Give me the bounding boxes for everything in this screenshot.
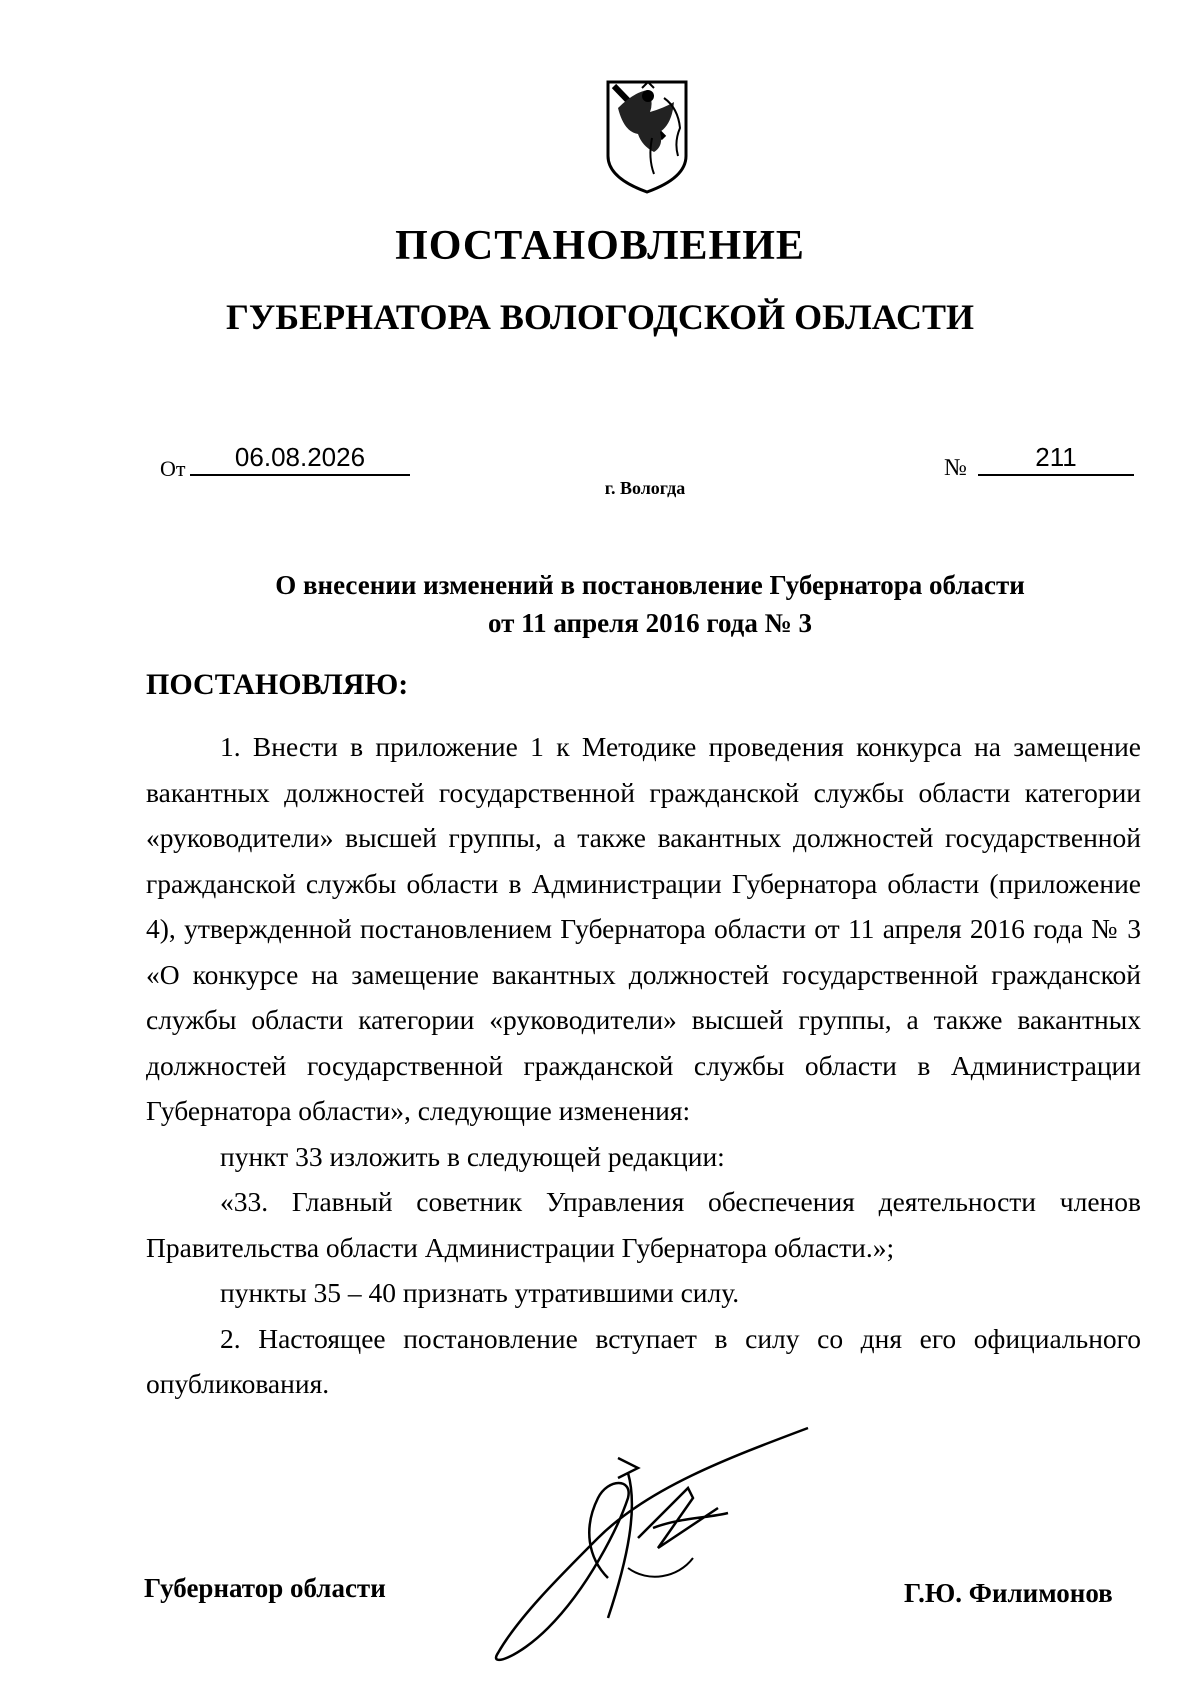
document-number: 211 <box>978 442 1134 476</box>
document-subject <box>0 566 1200 642</box>
issue-city: г. Вологда <box>604 478 686 498</box>
signer-name: Г.Ю. Филимонов <box>904 1578 1113 1608</box>
handwritten-signature <box>478 1418 828 1668</box>
number-label: № <box>944 455 967 481</box>
paragraph-1: 1. Внести в приложение 1 к Методике проведения конкурса на замещение вакантных должностей государственной гражданской службы области категории «руководители» высшей группы, а также вакантных должностей государственной гражданской службы области в Администрации Губернатора области (приложение 4), утвержденной постановлением Губернатора области от 11 апреля 2016 года № 3 «О конкурсе на замещение вакантных должностей государственной гражданской службы области категории «руководители» высшей группы, а также вакантных должностей государственной гражданской службы области в Администрации Губернатора области», следующие изменения: <box>146 731 1141 1126</box>
document-date: 06.08.2026 <box>190 442 410 476</box>
paragraph-3: «33. Главный советник Управления обеспечения деятельности членов Правительства области Администрации Губернатора области.»; <box>146 1186 1141 1263</box>
subject-line-2: от 11 апреля 2016 года № 3 <box>488 608 812 638</box>
decree-word: ПОСТАНОВЛЯЮ: <box>146 668 409 701</box>
coat-of-arms-icon <box>604 78 690 196</box>
paragraph-2: пункт 33 изложить в следующей редакции: <box>220 1140 725 1172</box>
date-label: От <box>160 456 186 481</box>
paragraph-5: 2. Настоящее постановление вступает в силу со дня его официального опубликования. <box>146 1322 1141 1399</box>
document-title: ПОСТАНОВЛЕНИЕ <box>395 223 805 269</box>
paragraph-4: пункты 35 – 40 признать утратившими силу. <box>220 1277 740 1308</box>
document-body <box>146 724 1141 1407</box>
subject-line-1: О внесении изменений в постановление Губернатора области <box>275 570 1025 600</box>
signer-position: Губернатор области <box>144 1573 386 1603</box>
document-issuer: ГУБЕРНАТОРА ВОЛОГОДСКОЙ ОБЛАСТИ <box>225 297 975 337</box>
